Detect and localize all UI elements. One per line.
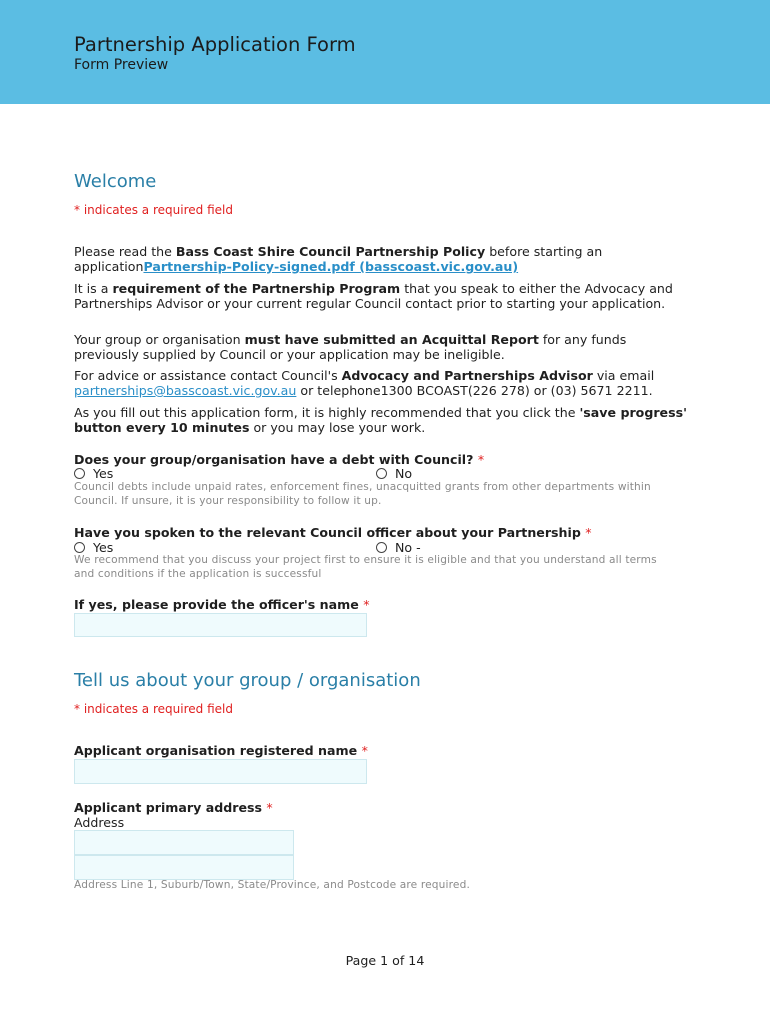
section-heading-organisation: Tell us about your group / organisation bbox=[74, 670, 421, 691]
radio-circle-icon[interactable] bbox=[376, 468, 387, 479]
section-heading-welcome: Welcome bbox=[74, 171, 157, 192]
radio-circle-icon[interactable] bbox=[376, 542, 387, 553]
required-star: * bbox=[585, 525, 592, 540]
intro-paragraph-contact bbox=[74, 368, 694, 398]
radio-circle-icon[interactable] bbox=[74, 468, 85, 479]
intro-paragraph-requirement bbox=[74, 281, 694, 311]
text: As you fill out this application form, it is highly recommended that you click the bbox=[74, 405, 580, 420]
question-text: If yes, please provide the officer's name bbox=[74, 597, 359, 612]
required-star: * bbox=[477, 452, 485, 467]
question-officer-name-label bbox=[74, 597, 369, 612]
radio-debt-no[interactable] bbox=[376, 466, 412, 481]
address-line-1-input[interactable] bbox=[74, 830, 294, 855]
intro-paragraph-save-progress bbox=[74, 405, 694, 435]
question-debt-help: Council debts include unpaid rates, enforcement fines, unacquitted grants from other departments within Council. If unsure, it is your responsibility to follow it up. bbox=[74, 481, 651, 507]
required-field-note: * indicates a required field bbox=[74, 702, 233, 716]
form-subtitle: Form Preview bbox=[74, 57, 169, 73]
question-text: Have you spoken to the relevant Council officer about your Partnership bbox=[74, 525, 581, 540]
org-name-input[interactable] bbox=[74, 759, 367, 784]
address-label bbox=[74, 800, 273, 815]
address-help: Address Line 1, Suburb/Town, State/Province, and Postcode are required. bbox=[74, 879, 470, 891]
text: For advice or assistance contact Council's bbox=[74, 368, 342, 383]
option-label: Yes bbox=[93, 466, 114, 481]
option-label: Yes bbox=[93, 540, 114, 555]
required-star: * bbox=[361, 743, 368, 758]
form-title: Partnership Application Form bbox=[74, 33, 356, 56]
question-text: Does your group/organisation have a debt with Council? bbox=[74, 452, 474, 467]
policy-name: Bass Coast Shire Council Partnership Policy bbox=[175, 244, 486, 259]
option-label: No bbox=[395, 466, 413, 481]
text: Please read the bbox=[74, 244, 176, 259]
question-officer-label bbox=[74, 525, 592, 540]
question-officer-help: We recommend that you discuss your project first to ensure it is eligible and that you understand all terms and conditions if the application is successful bbox=[74, 554, 657, 580]
text: that you speak to either the Advocacy and Partnerships Advisor or your current regular Council contact prior to starting your application. bbox=[74, 281, 673, 311]
radio-officer-no[interactable] bbox=[376, 540, 421, 555]
question-debt-label bbox=[74, 452, 484, 467]
text: via email bbox=[592, 368, 655, 383]
text: It is a bbox=[74, 281, 113, 296]
text: or telephone1300 BCOAST(226 278) or (03) 5671 2211. bbox=[296, 383, 653, 398]
emphasis: 'save progress' button every 10 minutes bbox=[74, 405, 687, 435]
option-label: No - bbox=[395, 540, 421, 555]
text: or you may lose your work. bbox=[249, 420, 426, 435]
required-star: * bbox=[266, 800, 273, 815]
org-name-label bbox=[74, 743, 368, 758]
emphasis: requirement of the Partnership Program bbox=[112, 281, 401, 296]
officer-name-input[interactable] bbox=[74, 613, 367, 637]
email-link[interactable]: partnerships@basscoast.vic.gov.au bbox=[74, 383, 297, 398]
form-header bbox=[0, 0, 770, 104]
radio-officer-yes[interactable] bbox=[74, 540, 113, 555]
text: for any funds previously supplied by Council or your application may be ineligible. bbox=[74, 332, 627, 362]
address-sublabel: Address bbox=[74, 815, 125, 830]
emphasis: must have submitted an Acquittal Report bbox=[244, 332, 539, 347]
policy-pdf-link[interactable]: Partnership-Policy-signed.pdf (basscoast.vic.gov.au) bbox=[143, 259, 519, 274]
radio-debt-yes[interactable] bbox=[74, 466, 113, 481]
page-number: Page 1 of 14 bbox=[345, 953, 425, 968]
intro-paragraph-policy bbox=[74, 244, 694, 274]
address-line-2-input[interactable] bbox=[74, 855, 294, 880]
emphasis: Advocacy and Partnerships Advisor bbox=[341, 368, 593, 383]
radio-circle-icon[interactable] bbox=[74, 542, 85, 553]
text: before starting an application bbox=[74, 244, 603, 274]
intro-paragraph-acquittal bbox=[74, 332, 694, 362]
text: Your group or organisation bbox=[74, 332, 245, 347]
required-field-note: * indicates a required field bbox=[74, 203, 233, 217]
question-text: Applicant primary address bbox=[74, 800, 262, 815]
question-text: Applicant organisation registered name bbox=[74, 743, 358, 758]
required-star: * bbox=[363, 597, 370, 612]
